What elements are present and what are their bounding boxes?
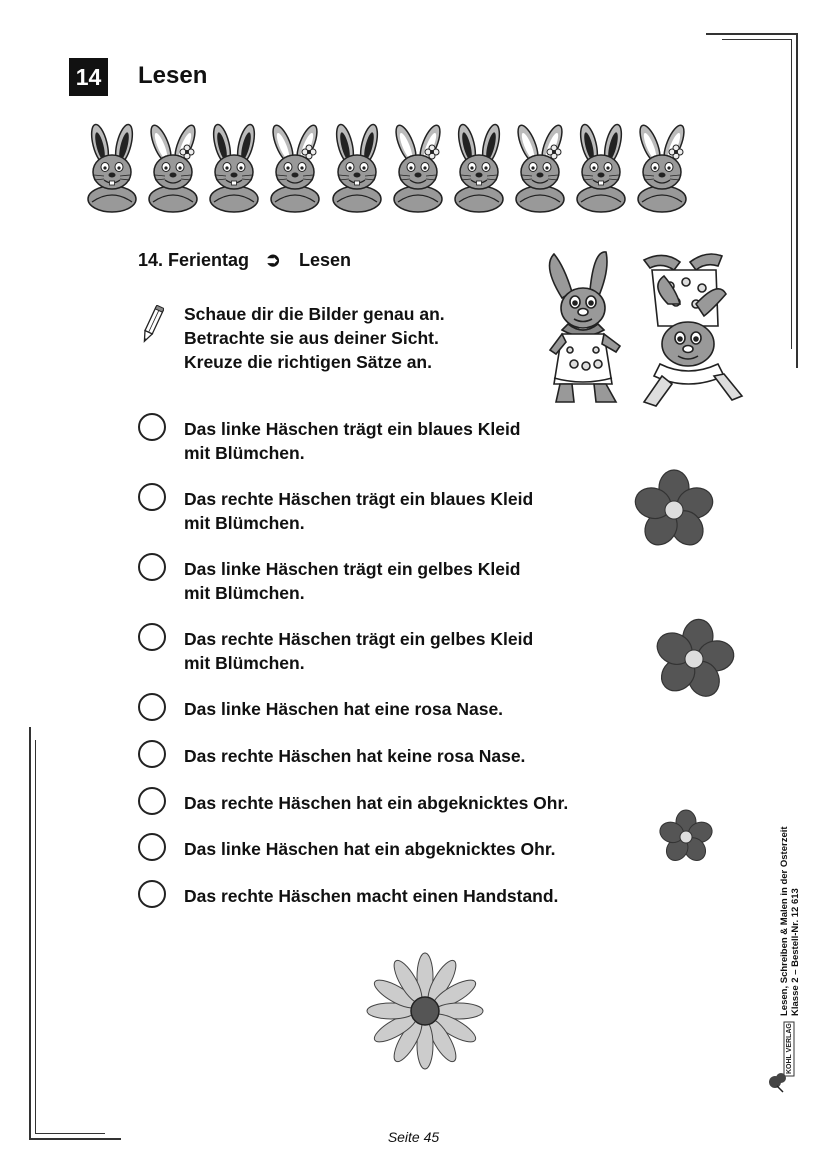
frame-top-right [706,33,798,35]
frame-right [796,33,798,368]
frame-left [29,727,31,1140]
page-number: Seite 45 [387,1129,440,1145]
instruction-line: Kreuze die richtigen Sätze an. [184,352,432,372]
list-item [138,744,525,768]
statement-text: Das rechte Häschen trägt ein blaues Kleid mit Blümchen. [184,489,534,533]
statement-text: Das rechte Häschen hat keine rosa Nase. [184,746,526,766]
statement-text: Das rechte Häschen macht einen Handstand. [184,886,559,906]
flower-icon [657,808,715,866]
flower-icon [652,617,736,701]
answer-checkbox[interactable] [138,413,166,441]
list-item [138,557,521,605]
page-title: Lesen [138,62,208,89]
day-label: 14. Ferientag [138,250,250,270]
frame-top-right [722,39,792,40]
publisher-note [779,826,801,1016]
statement-text: Das linke Häschen trägt ein gelbes Kleid mit Blümchen. [184,559,521,603]
day-heading [138,249,351,272]
day-target: Lesen [298,250,351,270]
answer-checkbox[interactable] [138,623,166,651]
instruction-line: Betrachte sie aus deiner Sicht. [184,328,439,348]
list-item [138,487,533,535]
instruction-line: Schaue dir die Bilder genau an. [184,304,445,324]
answer-checkbox[interactable] [138,833,166,861]
list-item [138,837,556,861]
list-item [138,884,558,908]
exercise-number: 14 [69,58,108,96]
flower-icon [632,468,716,552]
arrow-icon: ➲ [265,250,281,271]
answer-checkbox[interactable] [138,740,166,768]
publisher-logo [767,1020,797,1095]
instructions [184,302,445,374]
frame-left [35,740,36,1134]
two-bunnies-illustration [540,246,750,411]
statement-text: Das rechte Häschen trägt ein gelbes Kleid mit Blümchen. [184,629,534,673]
list-item [138,417,521,465]
publisher-logo-text: KOHL VERLAG [786,1023,793,1074]
answer-checkbox[interactable] [138,880,166,908]
daisy-icon [366,952,484,1070]
list-item [138,627,533,675]
statement-text: Das linke Häschen trägt ein blaues Kleid mit Blümchen. [184,419,521,463]
statement-text: Das rechte Häschen hat ein abgeknicktes Ohr. [184,793,569,813]
pencil-icon [140,305,164,345]
bunny-border [84,122,696,214]
statement-text: Das linke Häschen hat ein abgeknicktes Ohr. [184,839,556,859]
answer-checkbox[interactable] [138,693,166,721]
book-title: Lesen, Schreiben & Malen in der Osterzeit [779,826,790,1016]
order-number: Klasse 2 – Bestell-Nr. 12 613 [790,888,801,1016]
list-item [138,791,568,815]
answer-checkbox[interactable] [138,787,166,815]
statement-text: Das linke Häschen hat eine rosa Nase. [184,699,504,719]
answer-checkbox[interactable] [138,483,166,511]
list-item [138,697,503,721]
frame-right [791,39,792,349]
answer-checkbox[interactable] [138,553,166,581]
